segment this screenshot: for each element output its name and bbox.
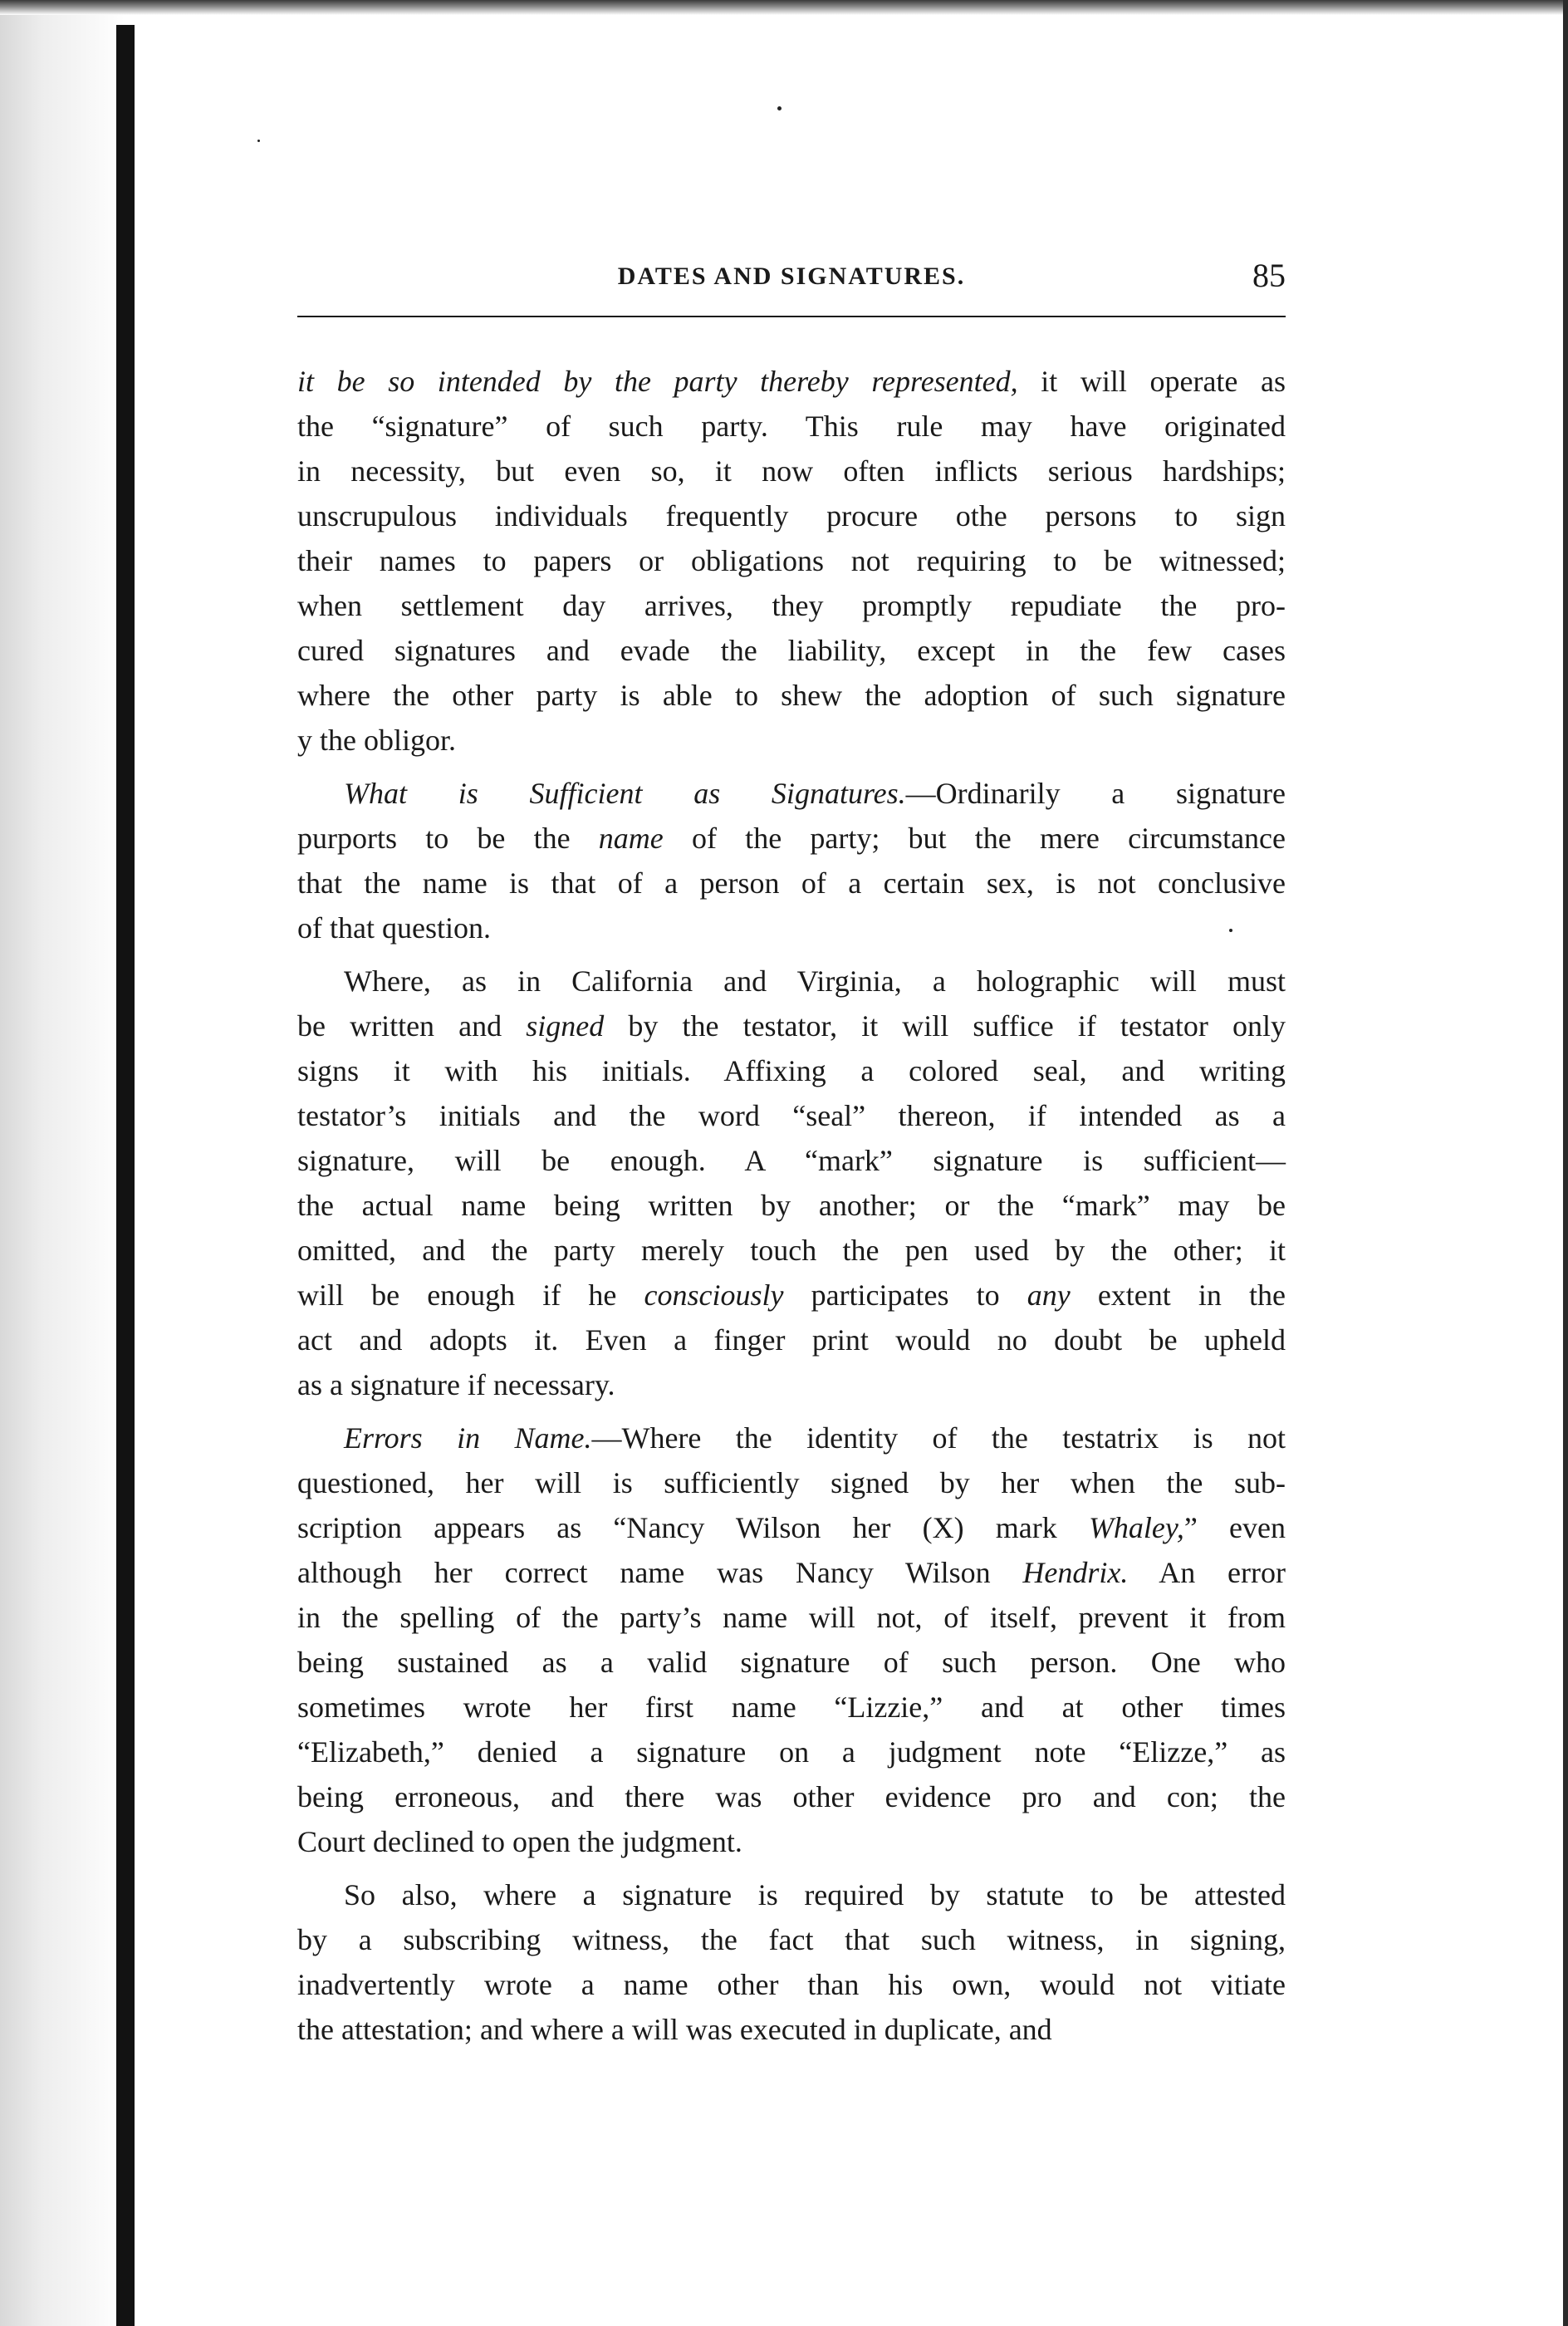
paragraph-gap	[297, 1407, 1286, 1416]
text-line	[297, 905, 1286, 950]
text-line	[297, 1595, 1286, 1640]
text-run: An error	[1128, 1556, 1286, 1589]
text-line	[297, 1318, 1286, 1362]
text-run: signs it with his initials. Affixing a colored seal, and writing	[297, 1054, 1286, 1087]
text-line	[297, 816, 1286, 861]
text-run: questioned, her will is sufficiently signed by her when the sub-	[297, 1466, 1286, 1499]
text-run: ” even	[1183, 1511, 1286, 1544]
text-line	[297, 861, 1286, 905]
text-run: be written and	[297, 1009, 527, 1043]
paragraph	[297, 1416, 1286, 1864]
text-run: as a signature if necessary.	[297, 1368, 615, 1401]
text-line	[297, 1093, 1286, 1138]
italic-text: Errors in Name.	[344, 1421, 592, 1455]
text-line	[297, 1819, 1286, 1864]
text-run: the attestation; and where a will was executed in duplicate, and	[297, 2013, 1052, 2046]
page-binding-edge	[116, 25, 135, 2326]
text-run: their names to papers or obligations not requiring to be witnessed;	[297, 544, 1286, 577]
text-line	[297, 1138, 1286, 1183]
text-run: cured signatures and evade the liability, except in the few cases	[297, 634, 1286, 667]
text-line	[297, 959, 1286, 1004]
text-run: Where, as in California and Virginia, a holographic will must	[344, 964, 1286, 998]
text-line	[297, 1640, 1286, 1685]
text-run: scription appears as “Nancy Wilson her (X) mark	[297, 1511, 1089, 1544]
text-run: participates to	[783, 1278, 1027, 1312]
text-line	[297, 1004, 1286, 1048]
text-run: the “signature” of such party. This rule may have originated	[297, 410, 1286, 443]
text-run: by a subscribing witness, the fact that such witness, in signing,	[297, 1923, 1286, 1956]
text-line	[297, 493, 1286, 538]
page-right-edge	[1563, 0, 1568, 2326]
text-run: signature, will be enough. A “mark” signature is sufficient—	[297, 1144, 1286, 1177]
text-run: Court declined to open the judgment.	[297, 1825, 742, 1858]
page-top-edge	[0, 0, 1568, 15]
italic-text: Whaley,	[1088, 1511, 1184, 1544]
text-run: So also, where a signature is required by statute to be attested	[344, 1878, 1286, 1911]
text-line	[297, 1774, 1286, 1819]
italic-text: Hendrix.	[1022, 1556, 1129, 1589]
text-run: —Where the identity of the testatrix is not	[591, 1421, 1286, 1455]
text-run: when settlement day arrives, they promptly repudiate the pro-	[297, 589, 1286, 622]
paragraph	[297, 1872, 1286, 2052]
text-line	[297, 1685, 1286, 1730]
italic-text: it be so intended by the party thereby represented,	[297, 365, 1018, 398]
paragraph-gap	[297, 950, 1286, 959]
text-run: omitted, and the party merely touch the pen used by the other; it	[297, 1234, 1286, 1267]
text-run: will be enough if he	[297, 1278, 644, 1312]
header-rule	[297, 316, 1286, 317]
text-run: by the testator, it will suffice if testator only	[604, 1009, 1286, 1043]
text-run: being sustained as a valid signature of such person. One who	[297, 1646, 1286, 1679]
text-run: being erroneous, and there was other evidence pro and con; the	[297, 1780, 1286, 1813]
text-line	[297, 1872, 1286, 1917]
text-line	[297, 1228, 1286, 1273]
text-line	[297, 2007, 1286, 2052]
text-run: in necessity, but even so, it now often inflicts serious hardships;	[297, 454, 1286, 488]
italic-text: name	[598, 822, 664, 855]
text-line	[297, 1730, 1286, 1774]
italic-text: any	[1027, 1278, 1071, 1312]
text-run: although her correct name was Nancy Wilson	[297, 1556, 1023, 1589]
page-body	[297, 359, 1286, 2052]
text-line	[297, 1505, 1286, 1550]
paragraph	[297, 771, 1286, 950]
text-run: purports to be the	[297, 822, 599, 855]
text-run: y the obligor.	[297, 724, 456, 757]
text-line	[297, 1273, 1286, 1318]
text-line	[297, 1183, 1286, 1228]
text-line	[297, 1917, 1286, 1962]
text-run: —Ordinarily a signature	[905, 777, 1286, 810]
text-line	[297, 673, 1286, 718]
text-line	[297, 1362, 1286, 1407]
text-run: sometimes wrote her first name “Lizzie,” and at other times	[297, 1691, 1286, 1724]
text-run: unscrupulous individuals frequently procure othe persons to sign	[297, 499, 1286, 532]
text-run: in the spelling of the party’s name will not, of itself, prevent it from	[297, 1601, 1286, 1634]
text-line	[297, 359, 1286, 404]
text-line	[297, 1550, 1286, 1595]
text-run: that the name is that of a person of a certain sex, is not conclusive	[297, 866, 1286, 900]
text-run: testator’s initials and the word “seal” thereon, if intended as a	[297, 1099, 1286, 1132]
italic-text: What is Sufficient as Signatures.	[344, 777, 906, 810]
text-run: of the party; but the mere circumstance	[663, 822, 1286, 855]
paragraph-gap	[297, 763, 1286, 771]
text-line	[297, 583, 1286, 628]
text-run: it will operate as	[1017, 365, 1286, 398]
text-line	[297, 628, 1286, 673]
text-run: extent in the	[1070, 1278, 1286, 1312]
text-line	[297, 1048, 1286, 1093]
scan-speck	[777, 106, 782, 110]
text-line	[297, 1460, 1286, 1505]
text-line	[297, 1416, 1286, 1460]
text-line	[297, 404, 1286, 449]
paragraph	[297, 359, 1286, 763]
running-header	[297, 256, 1286, 314]
text-line	[297, 449, 1286, 493]
text-line	[297, 718, 1286, 763]
text-run: inadvertently wrote a name other than his own, would not vitiate	[297, 1968, 1286, 2001]
page-number: 85	[1252, 257, 1286, 294]
text-run: the actual name being written by another; or the “mark” may be	[297, 1189, 1286, 1222]
text-line	[297, 771, 1286, 816]
italic-text: signed	[526, 1009, 605, 1043]
text-run: “Elizabeth,” denied a signature on a judgment note “Elizze,” as	[297, 1735, 1286, 1769]
scan-speck	[257, 140, 260, 142]
paragraph	[297, 959, 1286, 1407]
text-run: where the other party is able to shew the adoption of such signature	[297, 679, 1286, 712]
text-line	[297, 1962, 1286, 2007]
text-line	[297, 538, 1286, 583]
page-binding-shadow	[0, 0, 125, 2326]
running-title: DATES AND SIGNATURES.	[617, 263, 966, 290]
paragraph-gap	[297, 1864, 1286, 1872]
text-run: of that question.	[297, 911, 491, 945]
italic-text: consciously	[644, 1278, 784, 1312]
text-run: act and adopts it. Even a finger print would no doubt be upheld	[297, 1323, 1286, 1357]
